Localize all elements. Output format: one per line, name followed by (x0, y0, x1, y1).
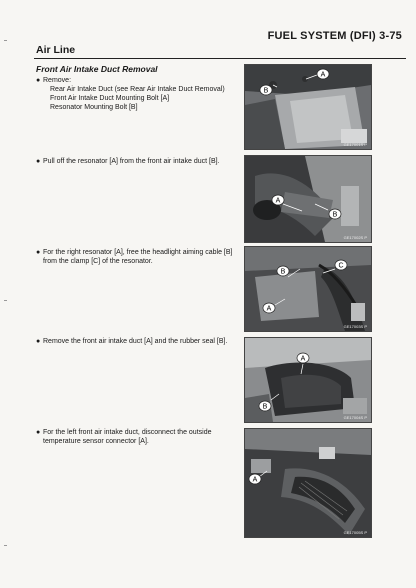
step-row (36, 248, 242, 266)
step-block (36, 248, 242, 266)
step-block (36, 337, 242, 346)
step-text: Remove the front air intake duct [A] and the rubber seal [B]. (43, 338, 228, 345)
callout-a (249, 474, 261, 484)
photo-duct-seal (244, 337, 372, 423)
callout-label: A (266, 305, 272, 313)
photo-headlight-cable (244, 246, 372, 332)
step-row (36, 428, 242, 446)
figure-code: GE17005S P (343, 530, 367, 535)
callout-label: B (332, 211, 338, 219)
step-text: Pull off the resonator [A] from the front air intake duct [B]. (43, 158, 220, 165)
callout-label: B (262, 403, 268, 411)
step-block (36, 428, 242, 446)
step-block (36, 157, 242, 166)
photo-temp-sensor (244, 428, 372, 538)
margin-mark (4, 545, 7, 546)
step-text: For the left front air intake duct, disconnect the outside temperature sensor connector [A]. (43, 429, 212, 445)
callout-b (329, 209, 341, 219)
callout-c (335, 260, 347, 270)
remove-step (36, 76, 242, 85)
subsection-heading: Front Air Intake Duct Removal (36, 64, 158, 74)
bullet-icon: ● (36, 338, 41, 345)
callout-a (272, 195, 284, 205)
margin-mark (4, 300, 7, 301)
remove-label: Remove: (43, 77, 72, 84)
removal-block (36, 64, 242, 112)
callout-label: A (320, 71, 326, 79)
page-title: FUEL SYSTEM (DFI) 3-75 (267, 30, 402, 42)
remove-item: Rear Air Intake Duct (see Rear Air Intake Duct Removal) (50, 86, 225, 93)
step-text: For the right resonator [A], free the headlight aiming cable [B] from the clamp [C] of the resonator. (43, 249, 233, 265)
remove-item: Resonator Mounting Bolt [B] (50, 104, 138, 111)
figure-code: GE17001S P (343, 142, 367, 147)
bullet-icon: ● (36, 249, 41, 256)
callout-b (260, 85, 272, 95)
section-title: Air Line (36, 44, 76, 56)
callout-label: B (280, 268, 286, 276)
callout-label: A (275, 197, 281, 205)
callout-label: B (263, 87, 269, 95)
figure-code: GE17003S P (343, 324, 367, 329)
header-divider (34, 58, 406, 59)
step-row (36, 157, 242, 166)
step-row (36, 337, 242, 346)
photo-resonator (244, 155, 372, 243)
figure-code: GE17002S P (343, 235, 367, 240)
callout-a (317, 69, 329, 79)
callout-b (277, 266, 289, 276)
callout-label: C (338, 262, 344, 270)
callout-a (263, 303, 275, 313)
bullet-icon: ● (36, 429, 41, 436)
photo-duct-bolts (244, 64, 372, 150)
bullet-icon: ● (36, 158, 41, 165)
callout-a (297, 353, 309, 363)
remove-item: Front Air Intake Duct Mounting Bolt [A] (50, 95, 170, 102)
margin-mark (4, 40, 7, 41)
callout-label: A (252, 476, 258, 484)
callout-label: A (300, 355, 306, 363)
callout-b (259, 401, 271, 411)
figure-code: GE17004S P (343, 415, 367, 420)
bullet-icon: ● (36, 77, 41, 84)
